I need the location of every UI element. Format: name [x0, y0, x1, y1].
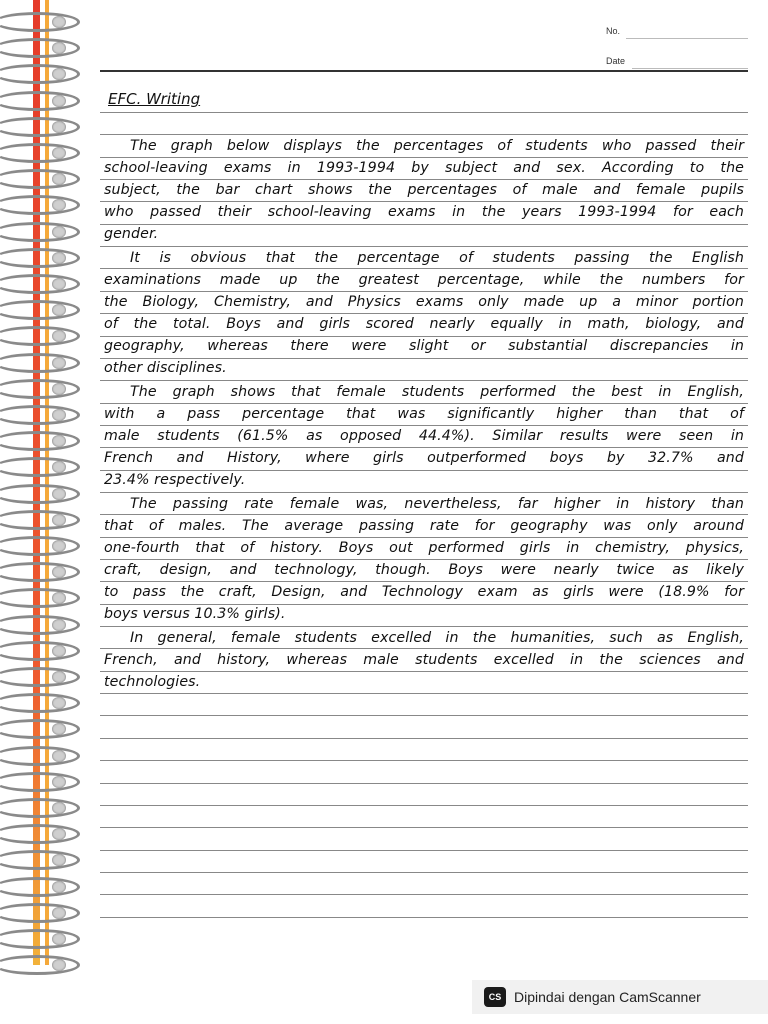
spiral-binding [0, 0, 98, 965]
essay-line: of the total. Boys and girls scored nearly equally in math, biology, and [104, 316, 744, 332]
essay-line: craft, design, and technology, though. Boys were nearly twice as likely [104, 562, 744, 578]
essay-line: geography, whereas there were slight or substantial discrepancies in [104, 338, 744, 354]
spiral-wire [0, 510, 80, 530]
no-label: No. [606, 26, 621, 36]
spiral-wire [0, 248, 80, 268]
binding-hole [52, 802, 66, 814]
ruled-line [100, 514, 748, 515]
spiral-wire [0, 169, 80, 189]
spiral-wire [0, 38, 80, 58]
ruled-line [100, 850, 748, 851]
essay-line: In general, female students excelled in the humanities, such as English, [130, 630, 744, 646]
spiral-ring [0, 298, 86, 324]
essay-line: the Biology, Chemistry, and Physics exams only made up a minor portion [104, 294, 744, 310]
spiral-ring [0, 115, 86, 141]
spiral-wire [0, 798, 80, 818]
spiral-wire [0, 405, 80, 425]
essay-line: The graph below displays the percentages of students who passed their [130, 138, 744, 154]
ruled-line [100, 470, 748, 471]
ruled-line [100, 70, 748, 72]
spiral-ring [0, 62, 86, 88]
ruled-line [100, 112, 748, 113]
spiral-wire [0, 274, 80, 294]
binding-hole [52, 488, 66, 500]
spiral-wire [0, 772, 80, 792]
spiral-wire [0, 431, 80, 451]
essay-line: who passed their school-leaving exams in the years 1993-1994 for each [104, 204, 744, 220]
ruled-line [100, 425, 748, 426]
spiral-ring [0, 586, 86, 612]
ruled-line [100, 693, 748, 694]
spiral-ring [0, 246, 86, 272]
spiral-wire [0, 91, 80, 111]
ruled-line [100, 581, 748, 582]
ruled-line [100, 537, 748, 538]
spiral-ring [0, 901, 86, 927]
spiral-wire [0, 222, 80, 242]
ruled-line [100, 179, 748, 180]
ruled-line [100, 447, 748, 448]
binding-hole [52, 252, 66, 264]
essay-line: school-leaving exams in 1993-1994 by subject and sex. According to the [104, 160, 744, 176]
binding-hole [52, 121, 66, 133]
spiral-ring [0, 141, 86, 167]
ruled-line [100, 268, 748, 269]
essay-line: with a pass percentage that was significantly higher than that of [104, 406, 744, 422]
spiral-ring [0, 796, 86, 822]
spiral-ring [0, 534, 86, 560]
ruled-line [100, 671, 748, 672]
ruled-line [100, 134, 748, 135]
spiral-wire [0, 824, 80, 844]
binding-hole [52, 95, 66, 107]
essay-line: The passing rate female was, nevertheless, far higher in history than [130, 496, 744, 512]
spiral-wire [0, 353, 80, 373]
camscanner-footer [472, 980, 768, 1014]
spiral-ring [0, 429, 86, 455]
binding-hole [52, 514, 66, 526]
ruled-line [100, 872, 748, 873]
spiral-wire [0, 143, 80, 163]
ruled-line [100, 380, 748, 381]
spiral-wire [0, 641, 80, 661]
spiral-ring [0, 10, 86, 36]
spiral-wire [0, 64, 80, 84]
ruled-line [100, 313, 748, 314]
camscanner-text: Dipindai dengan CamScanner [514, 989, 701, 1005]
spiral-wire [0, 326, 80, 346]
spiral-wire [0, 117, 80, 137]
spiral-ring [0, 744, 86, 770]
spiral-wire [0, 719, 80, 739]
spiral-ring [0, 403, 86, 429]
ruled-line [100, 805, 748, 806]
ruled-line [100, 715, 748, 716]
essay-line: It is obvious that the percentage of students passing the English [130, 250, 744, 266]
spiral-ring [0, 770, 86, 796]
spiral-ring [0, 508, 86, 534]
essay-line: boys versus 10.3% girls). [104, 606, 286, 622]
spiral-ring [0, 560, 86, 586]
ruled-line [100, 917, 748, 918]
binding-hole [52, 619, 66, 631]
ruled-line [100, 336, 748, 337]
essay-line: 23.4% respectively. [104, 472, 246, 488]
no-field-line [626, 38, 748, 39]
binding-hole [52, 16, 66, 28]
spiral-wire [0, 588, 80, 608]
ruled-line [100, 291, 748, 292]
binding-hole [52, 881, 66, 893]
essay-line: technologies. [104, 674, 201, 690]
essay-line: one-fourth that of history. Boys out performed girls in chemistry, physics, [104, 540, 744, 556]
camscanner-logo-icon: CS [484, 987, 506, 1007]
essay-line: French and History, where girls outperformed boys by 32.7% and [104, 450, 744, 466]
spiral-ring [0, 822, 86, 848]
binding-hole [52, 671, 66, 683]
ruled-line [100, 224, 748, 225]
ruled-line [100, 403, 748, 404]
spiral-wire [0, 195, 80, 215]
binding-hole [52, 278, 66, 290]
spiral-wire [0, 667, 80, 687]
binding-hole [52, 540, 66, 552]
binding-hole [52, 409, 66, 421]
spiral-wire [0, 955, 80, 975]
essay-line: male students (61.5% as opposed 44.4%). Similar results were seen in [104, 428, 744, 444]
spiral-wire [0, 12, 80, 32]
spiral-wire [0, 929, 80, 949]
binding-hole [52, 383, 66, 395]
spiral-wire [0, 746, 80, 766]
ruled-line [100, 827, 748, 828]
ruled-line [100, 559, 748, 560]
ruled-line [100, 604, 748, 605]
ruled-line [100, 783, 748, 784]
spiral-wire [0, 536, 80, 556]
spiral-ring [0, 455, 86, 481]
spiral-wire [0, 379, 80, 399]
binding-hole [52, 357, 66, 369]
spiral-wire [0, 903, 80, 923]
binding-hole [52, 147, 66, 159]
spiral-ring [0, 220, 86, 246]
page-title: EFC. Writing [108, 90, 201, 108]
ruled-line [100, 738, 748, 739]
spiral-wire [0, 300, 80, 320]
essay-line: French, and history, whereas male students excelled in the sciences and [104, 652, 744, 668]
ruled-line [100, 648, 748, 649]
spiral-ring [0, 639, 86, 665]
essay-line: other disciplines. [104, 360, 227, 376]
binding-hole [52, 776, 66, 788]
spiral-ring [0, 848, 86, 874]
spiral-ring [0, 665, 86, 691]
essay-line: that of males. The average passing rate for geography was only around [104, 518, 744, 534]
spiral-wire [0, 484, 80, 504]
essay-line: to pass the craft, Design, and Technology exam as girls were (18.9% for [104, 584, 744, 600]
ruled-line [100, 246, 748, 247]
essay-line: subject, the bar chart shows the percentages of male and female pupils [104, 182, 744, 198]
ruled-line [100, 760, 748, 761]
spiral-ring [0, 272, 86, 298]
spiral-ring [0, 613, 86, 639]
spiral-ring [0, 167, 86, 193]
spiral-ring [0, 324, 86, 350]
spiral-ring [0, 691, 86, 717]
spiral-ring [0, 927, 86, 953]
spiral-ring [0, 377, 86, 403]
ruled-line [100, 492, 748, 493]
ruled-line [100, 157, 748, 158]
spiral-ring [0, 482, 86, 508]
spiral-wire [0, 877, 80, 897]
ruled-line [100, 358, 748, 359]
essay-line: The graph shows that female students performed the best in English, [130, 384, 744, 400]
date-field-line [632, 68, 748, 69]
spiral-ring [0, 36, 86, 62]
spiral-wire [0, 562, 80, 582]
spiral-wire [0, 615, 80, 635]
spiral-ring [0, 875, 86, 901]
spiral-wire [0, 850, 80, 870]
essay-line: gender. [104, 226, 159, 242]
binding-hole [52, 645, 66, 657]
spiral-ring [0, 953, 86, 979]
essay-line: examinations made up the greatest percentage, while the numbers for [104, 272, 744, 288]
spiral-wire [0, 457, 80, 477]
date-label: Date [606, 56, 626, 66]
spiral-ring [0, 717, 86, 743]
spiral-ring [0, 193, 86, 219]
ruled-line [100, 626, 748, 627]
ruled-line [100, 201, 748, 202]
binding-hole [52, 750, 66, 762]
spiral-ring [0, 89, 86, 115]
binding-hole [52, 226, 66, 238]
spiral-ring [0, 351, 86, 377]
spiral-wire [0, 693, 80, 713]
binding-hole [52, 933, 66, 945]
binding-hole [52, 907, 66, 919]
ruled-line [100, 894, 748, 895]
